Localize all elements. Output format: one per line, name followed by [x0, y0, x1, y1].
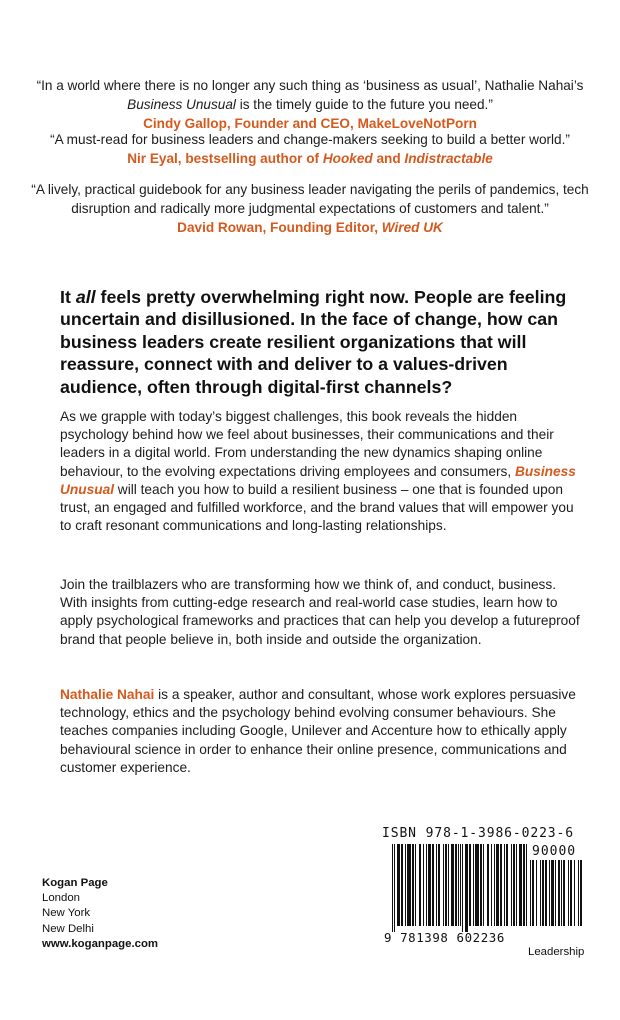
isbn-barcode — [382, 826, 586, 946]
publisher-city: New Delhi — [42, 922, 94, 935]
author-bio: Nathalie Nahai is a speaker, author and consultant, whose work explores persuasive technology, ethics and the psychology behind evolving consumer behaviours. She teaches companies including Google, Unilever and Accenture how to ethically apply behavioural science in order to enhance their online presence, communications and customer experience. — [60, 687, 576, 775]
publisher-name: Kogan Page — [42, 877, 108, 889]
quote-text: “A lively, practical guidebook for any business leader navigating the perils of pandemics, tech disruption and radically more judgmental expectations of customers and talent.” — [31, 182, 589, 216]
lead-paragraph: It all feels pretty overwhelming right now. People are feeling uncertain and disillusioned. In the face of change, how can business leaders create resilient organizations that will reassure, connect with and deliver to a values-driven audience, often through digital-first channels? — [60, 287, 567, 397]
quote-attribution: David Rowan, Founding Editor, Wired UK — [177, 220, 443, 235]
review-quote-2 — [30, 130, 590, 168]
publisher-city: New York — [42, 907, 91, 920]
description-paragraph-2: Join the trailblazers who are transforming how we think of, and conduct, business. With insights from cutting-edge research and real-world case studies, learn how to apply psychological frameworks and practices that can help you develop a futureproof brand that people believe in, both inside and outside the organization. — [60, 577, 580, 647]
description-paragraph-1: As we grapple with today’s biggest challenges, this book reveals the hidden psychology behind how we feel about businesses, their communications and their leaders in a digital world. From understanding the new dynamics shaping online behaviour, to the evolving expectations driving employees and consumers, Business Unusual will teach you how to build a resilient business – one that is founded upon trust, an engaged and fulfilled workforce, and the brand values that will empower you to craft resonant communications and long-lasting relationships. — [60, 409, 576, 534]
review-quote-3 — [30, 180, 590, 237]
quote-attribution: Cindy Gallop, Founder and CEO, MakeLoveNotPorn — [143, 116, 477, 131]
barcode-addon-bars-icon — [530, 860, 582, 932]
publisher-website: www.koganpage.com — [42, 937, 159, 950]
publisher-info — [42, 876, 158, 952]
book-title: Business Unusual — [60, 463, 576, 497]
ean-number: 9 781398 602236 — [384, 930, 505, 945]
publisher-city: London — [42, 892, 81, 905]
quote-text: “In a world where there is no longer any such thing as ‘business as usual’, Nathalie Nahai’s Business Unusual is the timely guide to the future you need.” — [36, 78, 584, 112]
barcode-addon-number: 90000 — [532, 844, 577, 859]
quote-attribution: Nir Eyal, bestselling author of Hooked and Indistractable — [127, 151, 493, 166]
review-quote-1 — [30, 76, 590, 133]
quote-text: “A must-read for business leaders and change-makers seeking to build a better world.” — [50, 132, 570, 147]
category-label: Leadership — [528, 946, 585, 958]
book-title-italic: Business Unusual — [127, 97, 236, 112]
isbn-label: ISBN 978-1-3986-0223-6 — [382, 826, 574, 841]
author-name: Nathalie Nahai — [60, 687, 155, 702]
